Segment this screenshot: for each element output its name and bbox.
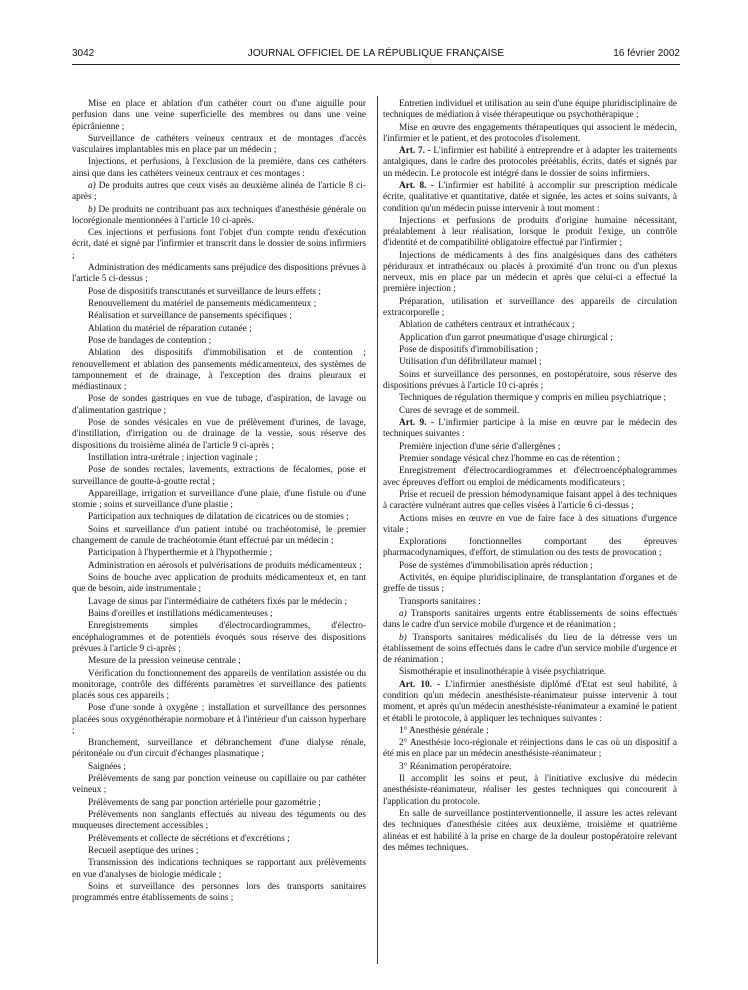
paragraph-text: Transmission des indications techniques se rapportant aux prélèvements en vue d'analyses de biologie médicale ;	[72, 858, 366, 880]
paragraph-text: Recueil aseptique des urines ;	[88, 846, 199, 857]
paragraph-text: 1° Anesthésie générale ;	[399, 725, 489, 736]
paragraph-text: Préparation, utilisation et surveillance des appareils de circulation extracorporelle ;	[383, 296, 677, 319]
paragraph	[383, 393, 677, 404]
paragraph-text: Appareillage, irrigation et surveillance d'une plaie, d'une fistule ou d'une stomie ; soins et surveillance d'une plastie ;	[72, 488, 366, 511]
paragraph	[72, 669, 366, 703]
paragraph-text: Entretien individuel et utilisation au sein d'une équipe pluridisciplinaire de techniques de médiation à visée thérapeutique ou psychothérapique ;	[383, 99, 677, 121]
paragraph-text: Actions mises en œuvre en vue de faire face à des situations d'urgence vitale ;	[383, 513, 677, 535]
paragraph	[383, 466, 677, 489]
paragraph-text: Première injection d'une série d'allergènes ;	[399, 441, 561, 452]
paragraph	[383, 345, 677, 356]
article-heading: Art. 10. -	[399, 679, 441, 690]
paragraph-text: Prélèvements et collecte de sécrétions et d'excrétions ;	[88, 833, 290, 844]
paragraph-text: Renouvellement du matériel de pansements médicamenteux ;	[88, 299, 317, 309]
paragraph-text: Sismothérapie et insulinothérapie à visée psychiatrique.	[399, 667, 607, 678]
paragraph-text: Prise et recueil de pression hémodynamique faisant appel à des techniques à caractère vulnérant autres que celles visées à l'article 6 ci-dessus ;	[383, 489, 677, 512]
paragraph-text: Mise en œuvre des engagements thérapeutiques qui associent le médecin, l'infirmier et le patient, et des protocoles d'isolement.	[383, 122, 677, 144]
paragraph-text: Lavage de sinus par l'intermédiaire de cathéters fixés par le médecin ;	[88, 596, 348, 607]
paragraph-text: Mesure de la pression veineuse centrale ;	[88, 656, 241, 667]
paragraph-text: Pose de dispositifs d'immobilisation ;	[399, 345, 539, 356]
paragraph	[383, 774, 677, 808]
paragraph-text: Branchement, surveillance et débranchement d'une dialyse rénale, péritonéale ou d'un circuit d'échanges plasmatique ;	[72, 738, 366, 760]
paragraph-text: Surveillance de cathéters veineux centraux et de montages d'accès vasculaires implantables mis en place par un médecin ;	[72, 133, 366, 156]
article-heading: Art. 8. -	[399, 181, 434, 192]
paragraph-text: Prélèvements non sanglants effectués au niveau des téguments ou des muqueuses directement accessibles ;	[72, 810, 366, 832]
paragraph	[72, 525, 366, 548]
paragraph-text: Transports sanitaires médicalisés du lieu de la détresse vers un établissement de soins effectués dans le cadre d'un service mobile d'urgence et de réanimation ;	[383, 632, 677, 666]
paragraph	[72, 762, 366, 773]
paragraph	[72, 348, 366, 393]
paragraph	[72, 311, 366, 322]
paragraph-text: Pose de sondes gastriques en vue de tubage, d'aspiration, de lavage ou d'alimentation gastrique ;	[72, 394, 366, 416]
paragraph-text: Il accomplit les soins et peut, à l'initiative exclusive du médecin anesthésiste-réanimateur, réaliser les gestes techniques qui concourent à l'application du protocole.	[383, 774, 677, 807]
paragraph	[72, 774, 366, 797]
paragraph	[72, 134, 366, 157]
list-marker: a)	[88, 181, 96, 192]
paragraph	[72, 573, 366, 596]
paragraph	[72, 810, 366, 833]
paragraph	[383, 561, 677, 572]
paragraph	[72, 656, 366, 667]
paragraph	[72, 489, 366, 512]
paragraph	[72, 299, 366, 310]
right-column	[383, 99, 677, 855]
paragraph	[383, 216, 677, 250]
paragraph	[383, 609, 677, 632]
list-marker: b)	[88, 204, 96, 215]
paragraph-text: Pose d'une sonde à oxygène ; installation et surveillance des personnes placées sous oxygénothérapie normobare et à l'intérieur d'un caisson hyperbare ;	[72, 703, 366, 736]
paragraph-text: Instillation intra-urétrale ; injection vaginale ;	[88, 452, 258, 463]
paragraph-text: Pose de sondes rectales, lavements, extractions de fécalomes, pose et surveillance de goutte-à-goutte rectal ;	[72, 465, 366, 487]
article-heading: Art. 7. -	[399, 146, 431, 157]
paragraph-text: Pose de sondes vésicales en vue de prélèvement d'urines, de lavage, d'instillation, d'irrigation ou de drainage de la vessie, sous réserve des dispositions du troisième alinéa de l'article 9 ci-après ;	[72, 418, 366, 451]
paragraph	[72, 882, 366, 905]
paragraph	[72, 465, 366, 488]
paragraph	[72, 205, 366, 228]
paragraph	[383, 99, 677, 122]
paragraph	[72, 798, 366, 809]
paragraph	[72, 418, 366, 452]
paragraph	[383, 454, 677, 465]
paragraph-text: De produits ne contribuant pas aux techniques d'anesthésie générale ou locorégionale mentionnées à l'article 10 ci-après.	[72, 204, 366, 226]
paragraph-text: Prélèvements de sang par ponction artérielle pour gazométrie ;	[88, 797, 321, 808]
paragraph-text: Application d'un garrot pneumatique d'usage chirurgical ;	[399, 332, 613, 343]
paragraph-text: De produits autres que ceux visés au deuxième alinéa de l'article 8 ci-après ;	[72, 181, 366, 203]
page-number: 3042	[72, 48, 95, 59]
paragraph	[383, 406, 677, 417]
paragraph	[72, 738, 366, 761]
paragraph	[72, 394, 366, 417]
paragraph	[72, 157, 366, 180]
paragraph	[383, 297, 677, 320]
paragraph	[383, 370, 677, 393]
paragraph	[383, 667, 677, 678]
paragraph-text: Mise en place et ablation d'un cathéter court ou d'une aiguille pour perfusion dans une veine superficielle des membres ou dans une veine épicrânienne ;	[72, 99, 366, 132]
paragraph	[383, 320, 677, 331]
paragraph	[72, 181, 366, 204]
paragraph-text: Ces injections et perfusions font l'objet d'un compte rendu d'exécution écrit, daté et signé par l'infirmier et transcrit dans le dossier de soins infirmiers ;	[72, 228, 366, 261]
header-rule	[72, 64, 680, 65]
column-divider	[377, 96, 378, 964]
paragraph-text: Injections et perfusions de produits d'origine humaine nécessitant, préalablement à leur réalisation, lorsque le produit l'exige, un contrôle d'identité et de compatibilité obligatoire effectué par l'infirmier ;	[383, 215, 677, 249]
paragraph-text: Bains d'oreilles et instillations médicamenteuses ;	[88, 609, 273, 619]
paragraph	[383, 333, 677, 344]
paragraph	[72, 561, 366, 572]
paragraph	[383, 597, 677, 608]
paragraph	[72, 609, 366, 620]
paragraph-text: L'infirmier est habilité à entreprendre et à adapter les traitements antalgiques, dans le cadre des protocoles préétablis, écrits, datés et signés par un médecin. Le protocole est intégré dans le dossier de soins infirmiers.	[383, 146, 677, 179]
paragraph-text: Réalisation et surveillance de pansements spécifiques ;	[88, 311, 292, 322]
paragraph-text: Pose de bandages de contention ;	[88, 336, 212, 347]
paragraph-text: Soins et surveillance des personnes, en postopératoire, sous réserve des dispositions prévues à l'article 10 ci-après ;	[383, 369, 677, 392]
paragraph	[72, 846, 366, 857]
paragraph-text: Utilisation d'un défibrillateur manuel ;	[399, 357, 542, 368]
left-column	[72, 99, 366, 906]
paragraph	[383, 537, 677, 560]
paragraph	[383, 146, 677, 180]
publication-date: 16 février 2002	[613, 48, 680, 59]
paragraph	[383, 726, 677, 737]
paragraph-text: Activités, en équipe pluridisciplinaire, de transplantation d'organes et de greffe de tissus ;	[383, 573, 677, 595]
paragraph-text: L'infirmier anesthésiste diplômé d'Etat est seul habilité, à condition qu'un médecin anesthésiste-réanimateur puisse intervenir à tout moment, et après qu'un médecin anesthésiste-réanimateur a examiné le patient et établi le protocole, à appliquer les techniques suivantes :	[383, 679, 677, 724]
paragraph-text: Injections, et perfusions, à l'exclusion de la première, dans ces cathéters ainsi que dans les cathéters veineux centraux et ces montages :	[72, 157, 366, 179]
paragraph	[383, 762, 677, 773]
paragraph-text: Ablation du matériel de réparation cutanée ;	[88, 323, 252, 334]
article-heading: Art. 9. -	[399, 418, 434, 429]
list-marker: a)	[399, 609, 407, 619]
paragraph-text: Transports sanitaires urgents entre établissements de soins effectués dans le cadre d'un service mobile d'urgence et de réanimation ;	[383, 609, 677, 631]
paragraph	[383, 680, 677, 725]
paragraph-text: Transports sanitaires :	[399, 596, 481, 607]
paragraph-text: 2° Anesthésie loco-régionale et réinjections dans le cas où un dispositif a été mis en place par un médecin anesthésiste-réanimateur ;	[383, 738, 677, 760]
paragraph	[383, 442, 677, 453]
paragraph-text: Explorations fonctionnelles comportant des épreuves pharmacodynamiques, d'effort, de stimulation ou des tests de provocation ;	[383, 537, 677, 559]
paragraph-text: Pose de systèmes d'immobilisation après réduction ;	[399, 560, 593, 571]
paragraph-text: Administration des médicaments sans préjudice des dispositions prévues à l'article 5 ci-dessus ;	[72, 263, 366, 285]
paragraph-text: Enregistrements simples d'électrocardiogrammes, d'électro-encéphalogrammes et de potentiels évoqués sous réserve des dispositions prévues à l'article 9 ci-après ;	[72, 621, 366, 654]
paragraph-text: Techniques de régulation thermique y compris en milieu psychiatrique ;	[399, 393, 667, 404]
paragraph-text: L'infirmier participe à la mise en œuvre par le médecin des techniques suivantes :	[383, 418, 678, 440]
paragraph	[72, 703, 366, 737]
paragraph-text: Soins et surveillance d'un patient intubé ou trachéotomisé, le premier changement de canule de trachéotomie étant effectué par un médecin ;	[72, 524, 366, 547]
paragraph-text: Vérification du fonctionnement des appareils de ventilation assistée ou du monitorage, contrôle des différents paramètres et surveillance des patients placés sous ces appareils ;	[72, 668, 366, 702]
paragraph	[72, 324, 366, 335]
paragraph	[383, 514, 677, 537]
paragraph-text: Saignées ;	[88, 761, 126, 772]
paragraph	[383, 123, 677, 146]
paragraph	[72, 228, 366, 262]
paragraph	[72, 453, 366, 464]
paragraph-text: Ablation de cathéters centraux et intrathécaux ;	[399, 320, 575, 331]
paragraph	[383, 738, 677, 761]
list-marker: b)	[399, 632, 407, 643]
paragraph	[383, 633, 677, 667]
paragraph	[72, 287, 366, 298]
paragraph	[72, 512, 366, 523]
paragraph	[72, 548, 366, 559]
paragraph	[383, 181, 677, 215]
journal-title: JOURNAL OFFICIEL DE LA RÉPUBLIQUE FRANÇAISE	[247, 48, 505, 59]
paragraph	[72, 336, 366, 347]
paragraph	[383, 357, 677, 368]
paragraph-text: Premier sondage vésical chez l'homme en cas de rétention ;	[399, 454, 620, 464]
paragraph-text: En salle de surveillance postinterventionnelle, il assure les actes relevant des techniques d'anesthésie citées aux deuxième, troisième et quatrième alinéas et est habilité à la prise en charge de la douleur postopératoire relevant des mêmes techniques.	[383, 809, 677, 853]
page-header	[72, 48, 680, 62]
paragraph	[383, 251, 677, 296]
paragraph-text: Pose de dispositifs transcutanés et surveillance de leurs effets ;	[88, 286, 321, 297]
paragraph-text: Administration en aérosols et pulvérisations de produits médicamenteux ;	[88, 560, 362, 571]
paragraph-text: Soins de bouche avec application de produits médicamenteux et, en tant que de besoin, aide instrumentale ;	[72, 573, 366, 595]
paragraph-text: Ablation des dispositifs d'immobilisation et de contention ; renouvellement et ablation des pansements médicamenteux, des systèmes de tamponnement et de drainage, à l'exception des drains pleuraux et médiastinaux ;	[72, 348, 366, 393]
paragraph	[72, 99, 366, 133]
paragraph	[72, 621, 366, 655]
paragraph	[383, 573, 677, 596]
paragraph	[72, 834, 366, 845]
paragraph	[72, 858, 366, 881]
paragraph	[72, 263, 366, 286]
paragraph-text: Cures de sevrage et de sommeil.	[399, 405, 520, 416]
paragraph-text: Participation à l'hyperthermie et à l'hypothermie ;	[88, 548, 273, 559]
paragraph-text: Enregistrement d'électrocardiogrammes et d'électroencéphalogrammes avec épreuves d'effort ou emploi de médicaments modificateurs ;	[383, 466, 677, 488]
paragraph-text: L'infirmier est habilité à accomplir sur prescription médicale écrite, qualitative et quantitative, datée et signée, les actes et soins suivants, à condition qu'un médecin puisse intervenir à tout moment :	[383, 181, 677, 214]
paragraph	[383, 418, 677, 441]
paragraph	[72, 597, 366, 608]
paragraph-text: Participation aux techniques de dilatation de cicatrices ou de stomies ;	[88, 512, 349, 523]
paragraph	[383, 809, 677, 854]
paragraph-text: 3° Réanimation peropératoire.	[399, 761, 512, 772]
paragraph-text: Injections de médicaments à des fins analgésiques dans des cathéters périduraux et intrathécaux ou placés à proximité d'un tronc ou d'un plexus nerveux, mis en place par un médecin et après que celui-ci a effectué la première injection ;	[383, 250, 677, 295]
paragraph-text: Prélèvements de sang par ponction veineuse ou capillaire ou par cathéter veineux ;	[72, 774, 366, 796]
paragraph-text: Soins et surveillance des personnes lors des transports sanitaires programmés entre établissements de soins ;	[72, 881, 366, 904]
paragraph	[383, 490, 677, 513]
